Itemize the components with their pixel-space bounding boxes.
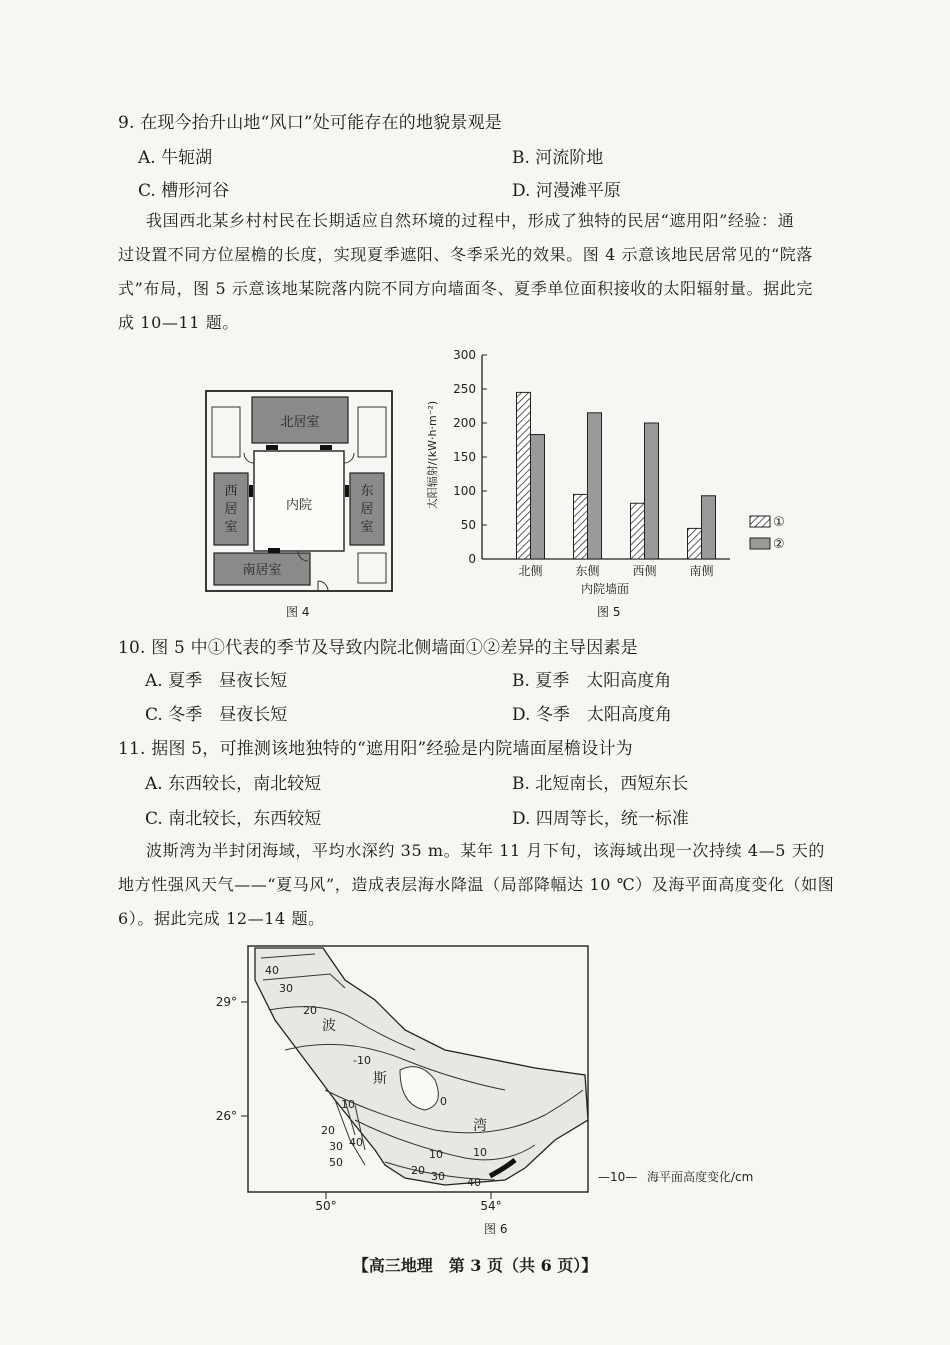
x-tick-label: 南侧 — [689, 564, 714, 578]
lon-label: 54° — [480, 1199, 502, 1213]
contour-label: 10 — [473, 1146, 487, 1159]
fig5-xlabel: 内院墙面 — [580, 582, 630, 596]
south-room-label: 南居室 — [242, 563, 282, 578]
contour-label: 20 — [303, 1004, 317, 1017]
passage-1-line: 式”布局，图 5 示意该地某院落内院不同方向墙面冬、夏季单位面积接收的太阳辐射量。据此完 — [118, 279, 813, 298]
q11-option-b: B. 北短南长，西短东长 — [512, 774, 689, 794]
q9-option-b: B. 河流阶地 — [512, 148, 604, 168]
legend-swatch-1 — [750, 516, 770, 527]
contour-label: 50 — [329, 1156, 343, 1169]
courtyard-label: 内院 — [285, 498, 313, 513]
fig5-bar-chart — [420, 345, 800, 600]
fig4-courtyard-plan — [200, 385, 400, 595]
legend-label-2: ② — [773, 537, 785, 552]
q11-option-a: A. 东西较长，南北较短 — [145, 774, 322, 794]
y-tick-label: 100 — [453, 484, 476, 498]
x-tick-label: 北侧 — [518, 564, 543, 578]
bar-2-西侧 — [645, 423, 659, 559]
contour-label: 40 — [467, 1176, 481, 1189]
map-legend-symbol: —10— — [598, 1170, 638, 1184]
contour-label: 40 — [349, 1136, 363, 1149]
lat-label: 26° — [215, 1109, 237, 1123]
passage-1 — [118, 204, 858, 340]
y-tick-label: 0 — [468, 552, 476, 566]
contour-label: 20 — [321, 1124, 335, 1137]
x-tick-label: 西侧 — [632, 564, 657, 578]
fig6-gulf-map — [205, 940, 805, 1215]
bar-2-东侧 — [588, 413, 602, 559]
corner-room-nw — [212, 407, 240, 457]
fig5-ylabel: 太阳辐射/(kW·h·m⁻²) — [426, 400, 439, 510]
bar-1-北侧 — [517, 392, 531, 559]
contour-label: 20 — [411, 1164, 425, 1177]
svg-text:西: 西 — [224, 484, 238, 499]
y-tick-label: 50 — [460, 518, 476, 532]
contour-label: -10 — [353, 1054, 371, 1067]
contour-label: 10 — [341, 1098, 355, 1111]
y-tick-label: 200 — [453, 416, 476, 430]
q9-option-c: C. 槽形河谷 — [138, 181, 230, 201]
passage-1-line: 成 10—11 题。 — [118, 313, 239, 332]
page-footer: 【高三地理 第 3 页（共 6 页）】 — [352, 1256, 598, 1275]
fig4-caption: 图 4 — [286, 605, 310, 619]
y-tick-label: 300 — [453, 348, 476, 362]
corner-room-ne — [358, 407, 386, 457]
place-char-wan: 湾 — [473, 1118, 487, 1134]
fig5-caption: 图 5 — [597, 605, 621, 619]
q11-option-d: D. 四周等长，统一标准 — [512, 809, 689, 829]
passage-2 — [118, 834, 858, 936]
north-room-label: 北居室 — [280, 415, 320, 430]
bar-1-西侧 — [631, 503, 645, 559]
corner-room-se — [358, 553, 386, 583]
contour-label: 10 — [429, 1148, 443, 1161]
q11-option-c: C. 南北较长，东西较短 — [145, 809, 322, 829]
map-legend-text: 海平面高度变化/cm — [647, 1170, 754, 1184]
svg-text:居: 居 — [360, 502, 374, 517]
passage-2-line: 6）。据此完成 12—14 题。 — [118, 909, 325, 928]
q11-stem: 11. 据图 5，可推测该地独特的“遮用阳”经验是内院墙面屋檐设计为 — [118, 739, 633, 759]
passage-1-line: 我国西北某乡村村民在长期适应自然环境的过程中，形成了独特的民居“遮用阳”经验：通 — [146, 211, 795, 230]
y-tick-label: 150 — [453, 450, 476, 464]
passage-2-line: 波斯湾为半封闭海域，平均水深约 35 m。某年 11 月下旬，该海域出现一次持续 4—5 天的 — [146, 841, 825, 860]
bar-2-北侧 — [531, 435, 545, 559]
bar-1-南侧 — [688, 528, 702, 559]
legend-swatch-2 — [750, 538, 770, 549]
fig6-caption: 图 6 — [484, 1222, 508, 1236]
q10-option-a: A. 夏季 昼夜长短 — [145, 671, 288, 691]
legend-label-1: ① — [773, 515, 785, 530]
bar-1-东侧 — [574, 494, 588, 559]
q10-option-d: D. 冬季 太阳高度角 — [512, 705, 672, 725]
contour-label: 30 — [279, 982, 293, 995]
q9-option-a: A. 牛轭湖 — [138, 148, 213, 168]
place-char-si: 斯 — [373, 1071, 387, 1087]
svg-text:室: 室 — [360, 520, 374, 535]
svg-text:东: 东 — [360, 484, 374, 499]
q9-option-d: D. 河漫滩平原 — [512, 181, 621, 201]
contour-label: 30 — [329, 1140, 343, 1153]
place-char-bo: 波 — [322, 1018, 336, 1034]
x-tick-label: 东侧 — [575, 564, 600, 578]
svg-text:居: 居 — [224, 502, 238, 517]
lon-label: 50° — [315, 1199, 337, 1213]
q10-stem: 10. 图 5 中①代表的季节及导致内院北侧墙面①②差异的主导因素是 — [118, 638, 638, 658]
contour-label: 40 — [265, 964, 279, 977]
q10-option-b: B. 夏季 太阳高度角 — [512, 671, 672, 691]
contour-label: 0 — [440, 1095, 447, 1108]
q10-option-c: C. 冬季 昼夜长短 — [145, 705, 288, 725]
passage-1-line: 过设置不同方位屋檐的长度，实现夏季遮阳、冬季采光的效果。图 4 示意该地民居常见的“院落 — [118, 245, 813, 264]
passage-2-line: 地方性强风天气——“夏马风”，造成表层海水降温（局部降幅达 10 ℃）及海平面高度变化（如图 — [118, 875, 835, 894]
lat-label: 29° — [215, 995, 237, 1009]
q9-stem: 9. 在现今抬升山地“风口”处可能存在的地貌景观是 — [118, 113, 503, 133]
svg-text:室: 室 — [224, 520, 238, 535]
y-tick-label: 250 — [453, 382, 476, 396]
bar-2-南侧 — [702, 496, 716, 559]
contour-label: 30 — [431, 1170, 445, 1183]
